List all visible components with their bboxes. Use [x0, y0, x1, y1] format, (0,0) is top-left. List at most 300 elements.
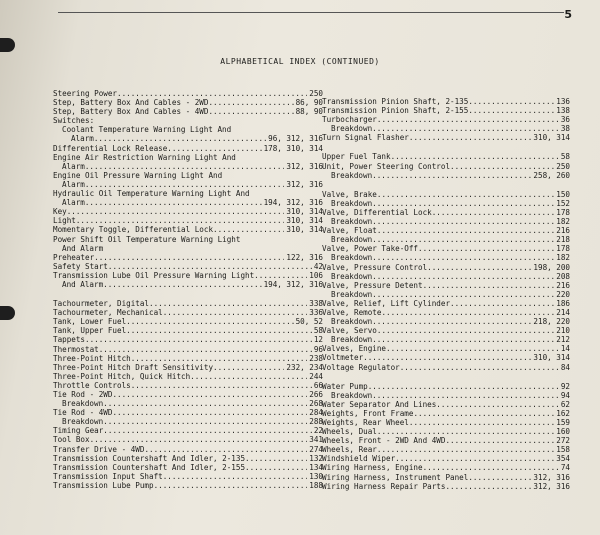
index-entry-text: Valve, Pressure Control: [322, 262, 428, 272]
index-entry-pages: 216: [556, 226, 570, 236]
index-entry: [322, 162, 570, 171]
leader-dots: [85, 180, 285, 189]
index-entry-pages: 312, 316: [533, 481, 570, 491]
index-entry: [322, 244, 570, 253]
leader-dots: [103, 417, 307, 426]
index-entry: [53, 125, 323, 134]
index-entry-text: Wheels, Dual: [322, 427, 377, 437]
index-entry-text: Steering Power: [53, 89, 118, 98]
index-entry-pages: 42: [313, 261, 323, 271]
index-entry-pages: 86, 90: [295, 98, 323, 108]
index-entry: [53, 354, 323, 363]
index-entry-text: Alarm: [62, 161, 85, 171]
leader-dots: [432, 208, 555, 217]
leader-dots: [445, 436, 554, 445]
index-entry-text: Engine Air Restriction Warning Light And: [53, 152, 236, 162]
index-entry: [322, 253, 570, 262]
index-entry-text: Breakdown: [331, 317, 373, 327]
leader-dots: [377, 427, 554, 436]
index-entry-pages: 178, 310, 314: [263, 143, 323, 153]
index-entry-text: Valve, Pressure Detent: [322, 280, 423, 290]
index-entry-text: Valve, Power Take-Off: [322, 244, 419, 254]
index-entry-text: Transmission Lube Pump: [53, 480, 154, 490]
index-entry: [53, 216, 323, 225]
group-spacer: [322, 142, 570, 152]
leader-dots: [372, 199, 554, 208]
leader-dots: [427, 263, 531, 272]
index-entry: [322, 190, 570, 199]
index-entry: [322, 97, 570, 106]
index-entry-text: Valve, Differential Lock: [322, 207, 432, 217]
index-entry-pages: 220: [556, 289, 570, 299]
leader-dots: [400, 363, 559, 372]
index-entry-pages: 250: [309, 89, 323, 98]
leader-dots: [395, 454, 554, 463]
index-entry-pages: 312, 316: [286, 161, 323, 171]
index-entry: [53, 262, 323, 271]
index-entry: [53, 271, 323, 280]
index-entry: [322, 217, 570, 226]
index-entry-pages: 288: [309, 417, 323, 427]
index-entry-text: Water Pump: [322, 381, 368, 391]
index-entry-pages: 178: [556, 244, 570, 254]
index-entry-pages: 310, 314: [533, 353, 570, 363]
index-entry: [322, 124, 570, 133]
binder-hole: [0, 38, 15, 52]
leader-dots: [436, 400, 559, 409]
index-entry-pages: 62: [560, 399, 570, 409]
leader-dots: [381, 308, 554, 317]
index-entry-text: Breakdown: [331, 170, 373, 180]
index-entry-pages: 136: [556, 97, 570, 106]
index-entry-pages: 274: [309, 444, 323, 454]
group-spacer: [53, 289, 323, 299]
leader-dots: [386, 344, 559, 353]
index-entry-text: Tachourmeter, Mechanical: [53, 308, 163, 318]
index-entry: [322, 418, 570, 427]
index-entry-text: Alarm: [62, 198, 85, 208]
leader-dots: [468, 106, 554, 115]
index-entry-pages: 58: [560, 152, 570, 162]
index-entry: [53, 363, 323, 372]
leader-dots: [372, 290, 554, 299]
leader-dots: [126, 326, 312, 335]
index-entry-pages: 194, 312, 316: [263, 198, 323, 208]
index-entry-text: Tappets: [53, 335, 86, 345]
index-entry-pages: 162: [556, 408, 570, 418]
index-entry-pages: 160: [556, 427, 570, 437]
leader-dots: [413, 409, 554, 418]
index-entry: [322, 106, 570, 115]
leader-dots: [163, 308, 308, 317]
index-entry-text: Transmission Pinion Shaft, 2-155: [322, 106, 469, 116]
index-entry-pages: 74: [560, 463, 570, 473]
binder-holes: [0, 0, 24, 535]
index-entry-pages: 312, 316: [533, 472, 570, 482]
index-entry-text: Unit, Power Steering Control: [322, 161, 451, 171]
index-entry-pages: 150: [556, 189, 570, 199]
index-entry: [322, 445, 570, 454]
index-entry: [53, 162, 323, 171]
header-rule: [58, 12, 564, 13]
index-entry-text: Breakdown: [331, 235, 373, 245]
leader-dots: [131, 354, 308, 363]
index-entry: [53, 345, 323, 354]
index-entry-text: Hydraulic Oil Temperature Warning Light And: [53, 189, 250, 199]
index-entry-text: Breakdown: [331, 124, 373, 134]
leader-dots: [372, 235, 554, 244]
page-number: 5: [564, 8, 572, 21]
leader-dots: [372, 217, 554, 226]
index-entry-pages: 132: [309, 453, 323, 463]
leader-dots: [377, 115, 559, 124]
index-entry-pages: 218: [556, 235, 570, 245]
leader-dots: [372, 335, 554, 344]
index-entry: [322, 382, 570, 391]
index-entry-text: Tank, Upper Fuel: [53, 326, 127, 336]
index-entry-text: Wheels, Rear: [322, 445, 377, 455]
leader-dots: [377, 326, 554, 335]
leader-dots: [85, 162, 285, 171]
leader-dots: [377, 226, 554, 235]
leader-dots: [103, 426, 312, 435]
index-entry-text: Tank, Lower Fuel: [53, 317, 127, 327]
index-column-left: [53, 89, 323, 490]
leader-dots: [154, 481, 308, 490]
index-entry-pages: 92: [560, 381, 570, 391]
leader-dots: [94, 134, 266, 143]
index-entry: [322, 436, 570, 445]
index-entry-pages: 310, 314: [533, 133, 570, 143]
index-entry-text: Engine Oil Pressure Warning Light And: [53, 170, 223, 180]
leader-dots: [108, 262, 312, 271]
index-entry-text: Valves, Engine: [322, 344, 387, 354]
index-entry-text: Transmission Pinion Shaft, 2-135: [322, 97, 469, 106]
index-entry-pages: 36: [560, 115, 570, 125]
index-entry-text: Windshield Wiper: [322, 454, 396, 464]
leader-dots: [190, 372, 307, 381]
index-entry-text: Coolant Temperature Warning Light And: [62, 125, 232, 135]
index-entry-text: And Alarm: [62, 279, 104, 289]
index-entry-pages: 238: [309, 353, 323, 363]
index-entry: [53, 134, 323, 143]
index-entry-pages: 122, 316: [286, 252, 323, 262]
index-entry-pages: 232, 234: [286, 362, 323, 372]
leader-dots: [418, 244, 554, 253]
index-entry: [53, 335, 323, 344]
leader-dots: [85, 198, 262, 207]
index-entry-text: Turn Signal Flasher: [322, 133, 409, 143]
index-entry-pages: 22: [313, 426, 323, 436]
index-entry-text: Transmission Lube Oil Pressure Warning Light: [53, 270, 255, 280]
index-entry-text: Three-Point Hitch Draft Sensitivity: [53, 362, 214, 372]
leader-dots: [213, 363, 284, 372]
index-entry-text: Breakdown: [331, 390, 373, 400]
index-entry: [322, 400, 570, 409]
leader-dots: [409, 133, 532, 142]
leader-dots: [372, 124, 559, 133]
index-entry-text: Differential Lock Release: [53, 143, 168, 153]
index-entry: [322, 308, 570, 317]
index-entry-text: Three-Point Hitch: [53, 353, 131, 363]
leader-dots: [208, 107, 293, 116]
index-entry-pages: 66: [313, 380, 323, 390]
index-entry-pages: 310, 314: [286, 225, 323, 235]
leader-dots: [112, 390, 307, 399]
index-entry: [322, 152, 570, 161]
index-entry: [53, 454, 323, 463]
index-entry-text: Safety Start: [53, 261, 108, 271]
index-entry: [53, 472, 323, 481]
index-entry-pages: 84: [560, 362, 570, 372]
index-entry-pages: 182: [556, 217, 570, 227]
leader-dots: [372, 272, 554, 281]
leader-dots: [112, 408, 307, 417]
index-entry-text: Valve, Brake: [322, 189, 377, 199]
index-entry: [322, 482, 570, 491]
index-entry-pages: 258, 260: [533, 170, 570, 180]
index-entry: [53, 426, 323, 435]
index-entry: [53, 107, 323, 116]
index-entry-pages: 338: [309, 299, 323, 309]
index-entry-pages: 341: [309, 435, 323, 445]
leader-dots: [468, 97, 554, 106]
group-spacer: [322, 372, 570, 382]
leader-dots: [445, 482, 531, 491]
index-entry-text: Breakdown: [331, 289, 373, 299]
index-entry: [322, 263, 570, 272]
leader-dots: [391, 152, 559, 161]
index-entry-pages: 88, 90: [295, 107, 323, 117]
leader-dots: [208, 98, 293, 107]
index-entry: [53, 144, 323, 153]
index-entry: [53, 180, 323, 189]
index-entry-pages: 310, 314: [286, 216, 323, 226]
leader-dots: [131, 381, 312, 390]
index-entry: [53, 171, 323, 180]
index-entry-text: Step, Battery Box And Cables - 4WD: [53, 107, 209, 117]
index-entry-pages: 212: [556, 335, 570, 345]
leader-dots: [163, 472, 308, 481]
index-entry: [322, 272, 570, 281]
index-entry: [322, 473, 570, 482]
leader-dots: [363, 353, 531, 362]
index-entry: [53, 381, 323, 390]
index-entry-text: Breakdown: [331, 253, 373, 263]
index-entry: [53, 481, 323, 490]
index-entry: [53, 317, 323, 326]
index-entry-text: Wiring Harness, Instrument Panel: [322, 472, 469, 482]
leader-dots: [423, 463, 559, 472]
index-entry-pages: 12: [313, 335, 323, 345]
index-entry-pages: 218, 220: [533, 317, 570, 327]
index-entry-pages: 268: [309, 399, 323, 409]
index-entry-pages: 152: [556, 198, 570, 208]
index-entry-text: Breakdown: [331, 335, 373, 345]
index-entry: [322, 226, 570, 235]
leader-dots: [372, 253, 554, 262]
leader-dots: [103, 280, 261, 289]
index-entry-pages: 188: [309, 480, 323, 490]
index-entry-text: Breakdown: [331, 271, 373, 281]
leader-dots: [67, 207, 285, 216]
index-entry-text: Tie Rod - 2WD: [53, 390, 113, 399]
index-entry-text: Breakdown: [62, 399, 104, 409]
index-entry-pages: 198, 200: [533, 262, 570, 272]
index-entry-pages: 272: [556, 436, 570, 446]
index-entry: [53, 189, 323, 198]
index-entry-pages: 96, 312, 316: [268, 134, 323, 144]
binder-hole: [0, 306, 15, 320]
index-entry-pages: 244: [309, 371, 323, 381]
index-entry: [322, 454, 570, 463]
index-entry-pages: 130: [309, 471, 323, 481]
leader-dots: [85, 335, 312, 344]
index-entry: [322, 391, 570, 400]
leader-dots: [245, 463, 307, 472]
index-entry-text: Breakdown: [331, 198, 373, 208]
index-entry-pages: 312, 316: [286, 179, 323, 189]
leader-dots: [144, 445, 307, 454]
index-entry-text: Momentary Toggle, Differential Lock: [53, 225, 214, 235]
index-entry: [53, 463, 323, 472]
index-entry: [322, 235, 570, 244]
index-entry: [53, 299, 323, 308]
index-entry-pages: 94: [560, 390, 570, 400]
index-entry: [53, 235, 323, 244]
index-entry: [53, 445, 323, 454]
index-entry: [322, 353, 570, 362]
index-entry-text: Weights, Rear Wheel: [322, 418, 409, 427]
index-entry-pages: 216: [556, 280, 570, 290]
leader-dots: [167, 144, 261, 153]
index-entry-text: Transmission Countershaft And Idler, 2-155: [53, 462, 246, 472]
index-entry-text: Power Shift Oil Temperature Warning Light: [53, 234, 241, 244]
index-entry: [322, 290, 570, 299]
index-entry-pages: 138: [556, 106, 570, 116]
index-entry: [53, 435, 323, 444]
index-entry-pages: 159: [556, 418, 570, 427]
index-entry-text: Upper Fuel Tank: [322, 152, 391, 162]
index-entry: [322, 199, 570, 208]
index-entry-text: Preheater: [53, 252, 95, 262]
leader-dots: [450, 299, 554, 308]
index-entry-text: Wiring Harness Repair Parts: [322, 481, 446, 491]
leader-dots: [372, 317, 531, 326]
index-entry: [53, 225, 323, 234]
index-entry-text: Valve, Remote: [322, 307, 382, 317]
index-entry-pages: 50, 52: [295, 317, 323, 327]
index-entry: [322, 463, 570, 472]
group-spacer: [322, 180, 570, 190]
index-entry-text: Tool Box: [53, 435, 90, 445]
index-entry-text: Transmission Input Shaft: [53, 471, 163, 481]
leader-dots: [423, 281, 555, 290]
leader-dots: [99, 345, 312, 354]
leader-dots: [377, 445, 554, 454]
index-entry-text: Water Separator And Lines: [322, 399, 437, 409]
index-entry-pages: 178: [556, 207, 570, 217]
index-entry-pages: 14: [560, 344, 570, 354]
index-entry: [322, 299, 570, 308]
index-entry: [322, 208, 570, 217]
index-entry-pages: 134: [309, 462, 323, 472]
index-entry: [322, 409, 570, 418]
leader-dots: [213, 225, 284, 234]
index-entry-text: Voltage Regulator: [322, 362, 400, 372]
index-entry-pages: 96: [313, 344, 323, 354]
leader-dots: [468, 473, 531, 482]
leader-dots: [94, 253, 284, 262]
index-entry-text: Breakdown: [331, 217, 373, 227]
index-entry: [322, 171, 570, 180]
index-entry: [53, 89, 323, 98]
index-column-right: [322, 97, 570, 491]
index-entry-pages: 214: [556, 307, 570, 317]
index-entry: [53, 253, 323, 262]
index-entry: [53, 244, 323, 253]
index-entry-text: Transfer Drive - 4WD: [53, 444, 145, 454]
index-entry-pages: 208: [556, 271, 570, 281]
leader-dots: [450, 162, 554, 171]
index-entry: [322, 326, 570, 335]
index-entry-text: Valve, Servo: [322, 326, 377, 336]
index-entry: [53, 280, 323, 289]
index-entry-pages: 336: [309, 308, 323, 318]
index-entry: [322, 281, 570, 290]
leader-dots: [372, 391, 559, 400]
index-entry: [53, 372, 323, 381]
index-entry-pages: 186: [556, 298, 570, 308]
index-entry-pages: 194, 312, 316: [263, 279, 323, 289]
index-entry: [322, 427, 570, 436]
leader-dots: [254, 271, 307, 280]
index-entry: [322, 115, 570, 124]
index-entry: [53, 399, 323, 408]
index-entry-pages: 250: [556, 161, 570, 171]
index-entry-pages: 38: [560, 124, 570, 134]
index-entry: [53, 116, 323, 125]
index-entry-text: Light: [53, 216, 76, 226]
index-entry-text: Step, Battery Box And Cables - 2WD: [53, 98, 209, 108]
leader-dots: [76, 216, 285, 225]
index-entry: [53, 308, 323, 317]
index-entry-text: Tachourmeter, Digital: [53, 299, 150, 309]
index-entry: [322, 344, 570, 353]
leader-dots: [409, 418, 554, 427]
index-entry: [53, 390, 323, 399]
index-entry-pages: 182: [556, 253, 570, 263]
index-entry-pages: 58: [313, 326, 323, 336]
index-entry-text: Weights, Front Frame: [322, 408, 414, 418]
index-entry-text: Alarm: [62, 179, 85, 189]
index-entry-pages: 210: [556, 326, 570, 336]
index-entry-text: Wheels, Front - 2WD And 4WD: [322, 436, 446, 446]
index-entry-text: Valve, Relief, Lift Cylinder: [322, 298, 451, 308]
index-entry: [53, 198, 323, 207]
index-entry: [322, 317, 570, 326]
index-entry-text: And Alarm: [62, 243, 104, 253]
index-entry-text: Thermostat: [53, 344, 99, 354]
index-entry-pages: 354: [556, 454, 570, 464]
index-entry-text: Voltmeter: [322, 353, 364, 363]
index-entry-pages: 266: [309, 390, 323, 399]
index-entry: [53, 153, 323, 162]
index-entry-text: Valve, Float: [322, 226, 377, 236]
index-entry-pages: 106: [309, 270, 323, 280]
index-entry-text: Tie Rod - 4WD: [53, 408, 113, 418]
leader-dots: [126, 317, 293, 326]
